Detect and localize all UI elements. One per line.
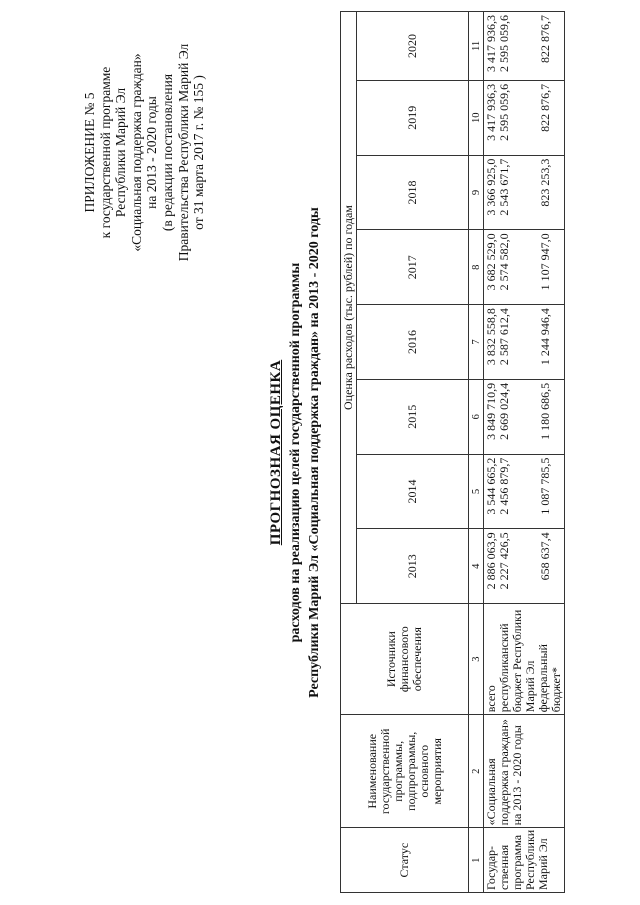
column-index: 3 — [469, 604, 484, 715]
header-year: 2015 — [357, 379, 469, 454]
value-federal: 1 107 947,0 — [538, 233, 552, 291]
appendix-line: Правительства Республики Марий Эл — [175, 43, 191, 262]
value-total: 3 832 558,8 — [484, 308, 498, 366]
row-funding-sources — [484, 604, 565, 715]
value-federal: 658 637,4 — [538, 532, 552, 581]
column-index: 5 — [469, 454, 484, 529]
appendix-line: от 31 марта 2017 г. № 155 ) — [191, 75, 207, 230]
document-title: ПРОГНОЗНАЯ ОЦЕНКА — [268, 359, 284, 546]
value-federal: 822 876,7 — [538, 83, 552, 132]
column-index: 11 — [469, 12, 484, 81]
year-values-cell — [484, 305, 565, 380]
appendix-block — [82, 20, 207, 285]
value-federal: 823 253,3 — [538, 158, 552, 207]
column-index: 6 — [469, 379, 484, 454]
value-federal: 1 244 946,4 — [538, 308, 552, 366]
appendix-line: (в редакции постановления — [159, 73, 175, 232]
header-year: 2020 — [357, 12, 469, 81]
value-regional: 2 595 059,6 — [497, 83, 511, 141]
value-total: 3 849 710,9 — [484, 382, 498, 440]
value-regional: 2 227 426,5 — [497, 532, 511, 590]
value-federal: 822 876,7 — [538, 15, 552, 63]
value-regional: 2 543 671,7 — [497, 158, 511, 216]
header-year: 2014 — [357, 454, 469, 529]
header-year: 2019 — [357, 80, 469, 155]
column-index: 9 — [469, 155, 484, 230]
year-values-cell — [484, 454, 565, 529]
value-regional: 2 669 024,4 — [497, 382, 511, 440]
header-expense-estimate: Оценка расходов (тыс. рублей) по годам — [341, 12, 357, 604]
year-values-cell — [484, 80, 565, 155]
year-values-cell — [484, 379, 565, 454]
column-index: 8 — [469, 230, 484, 305]
row-program-name: «Социальная поддержка граждан» на 2013 - 2020 годы — [484, 715, 565, 828]
value-federal: 1 180 686,5 — [538, 382, 552, 440]
year-values-cell — [484, 230, 565, 305]
column-index: 7 — [469, 305, 484, 380]
table-row — [484, 12, 565, 893]
appendix-line: ПРИЛОЖЕНИЕ № 5 — [82, 92, 97, 213]
year-values-cell — [484, 529, 565, 604]
column-index-row — [469, 12, 484, 893]
value-total: 3 417 936,3 — [484, 83, 498, 141]
source-label: республиканский бюджет Республики Марий Эл — [497, 609, 537, 713]
column-index: 10 — [469, 80, 484, 155]
year-values-cell — [484, 12, 565, 81]
value-regional: 2 595 059,6 — [497, 15, 511, 72]
header-year: 2013 — [357, 529, 469, 604]
value-total: 2 886 063,9 — [484, 532, 498, 590]
document-subtitle: расходов на реализацию целей государственной программы — [288, 262, 303, 643]
header-program-name: Наименование государственной программы, подпрограммы, основного мероприятия — [341, 715, 469, 828]
row-status: Государ-ственная программа Республики Марий Эл — [484, 828, 565, 893]
header-status: Статус — [341, 828, 469, 893]
value-regional: 2 456 879,7 — [497, 457, 511, 515]
value-total: 3 366 925,0 — [484, 158, 498, 216]
appendix-line: «Социальная поддержка граждан» — [128, 53, 144, 252]
year-values-cell — [484, 155, 565, 230]
column-index: 1 — [469, 828, 484, 893]
header-year: 2018 — [357, 155, 469, 230]
value-regional: 2 574 582,0 — [497, 233, 511, 291]
appendix-line: к государственной программе — [97, 66, 113, 239]
appendix-line: Республики Марий Эл — [113, 87, 129, 218]
column-index: 2 — [469, 715, 484, 828]
value-federal: 1 087 785,5 — [538, 457, 552, 515]
source-label: всего — [484, 685, 498, 713]
document-subtitle-program: Республики Марий Эл «Социальная поддержка граждан» на 2013 - 2020 годы — [307, 207, 322, 698]
value-total: 3 682 529,0 — [484, 233, 498, 291]
value-regional: 2 587 612,4 — [497, 308, 511, 366]
column-index: 4 — [469, 529, 484, 604]
appendix-line: на 2013 - 2020 годы — [144, 96, 160, 209]
header-year: 2017 — [357, 230, 469, 305]
value-total: 3 417 936,3 — [484, 15, 498, 72]
header-year: 2016 — [357, 305, 469, 380]
value-total: 3 544 665,2 — [484, 457, 498, 515]
source-label: федеральный бюджет* — [536, 644, 563, 713]
header-funding-source: Источники финансового обеспечения — [341, 604, 469, 715]
expense-estimate-table — [340, 11, 565, 893]
